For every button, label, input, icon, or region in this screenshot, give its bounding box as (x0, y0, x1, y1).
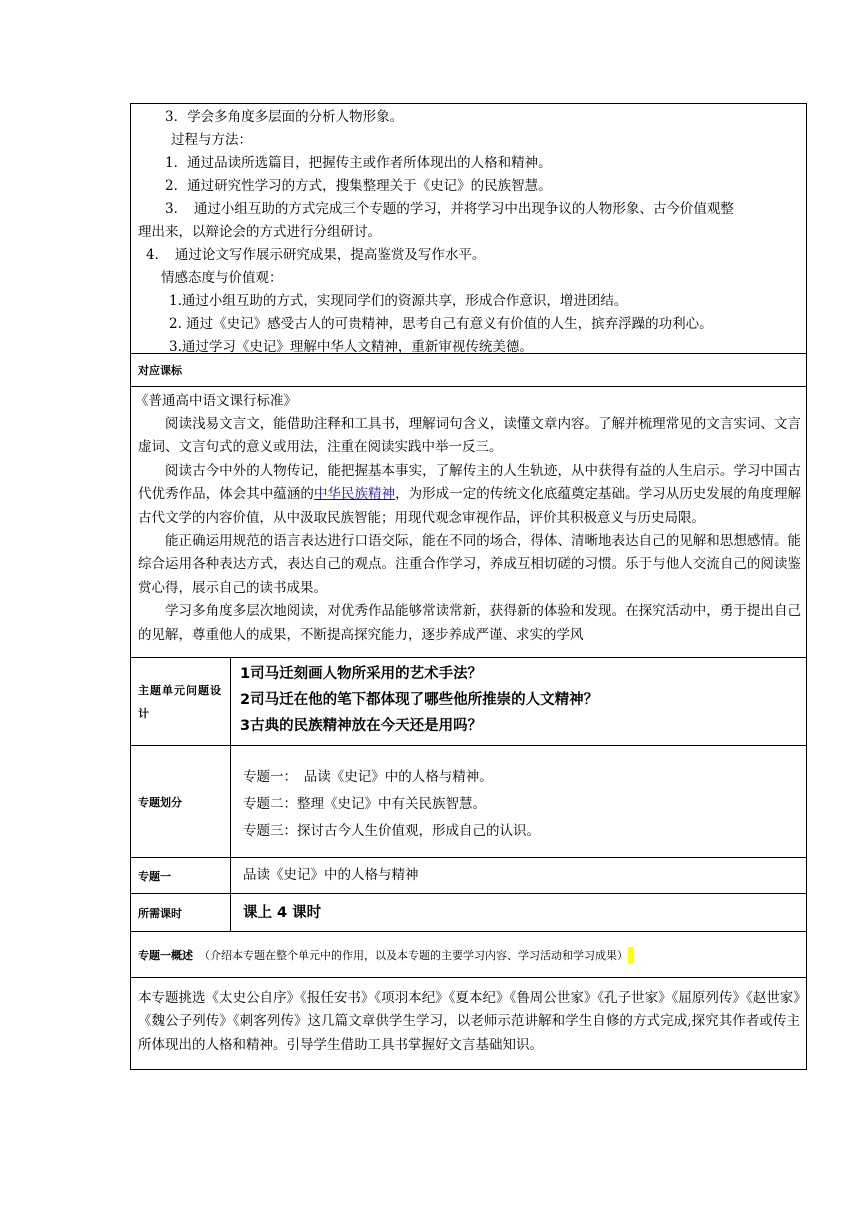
questions-row (131, 658, 806, 746)
standards-label: 对应课标 (138, 364, 182, 377)
question-1: 1司马迁刻画人物所采用的艺术手法？ (240, 666, 483, 682)
standards-paragraph-2-post: ，为形成一定的传统文化底蕴奠定基础。学习从历史发展的角度理解古代文学的内容价值，从中汲取民族智能；用现代观念审视作品，评价其积极意义与历史局限。 (138, 486, 801, 526)
topics-label: 专题划分 (138, 795, 182, 809)
objectives-section (131, 104, 806, 354)
topic-item-3: 专题三：探讨古今人生价值观，形成自己的认识。 (243, 823, 540, 839)
process-item-3: 3． 通过小组互助的方式完成三个专题的学习，并将学习中出现争议的人物形象、古今价值观整 (165, 201, 734, 217)
questions-label: 主题单元问题设计 (138, 683, 222, 720)
objective-line-3: 3．学会多角度多层面的分析人物形象。 (165, 109, 404, 125)
standards-label-row (131, 354, 806, 387)
overview-note: （介绍本专题在整个单元中的作用，以及本专题的主要学习内容、学习活动和学习成果） (199, 948, 628, 962)
standards-paragraph-1: 阅读浅易文言文，能借助注释和工具书，理解词句含义，读懂文章内容。了解并梳理常见的文言实词、文言虚词、文言句式的意义或用法，注重在阅读实践中举一反三。 (138, 416, 801, 456)
standards-body (131, 387, 806, 658)
process-item-4: 4． 通过论文写作展示研究成果，提高鉴赏及写作水平。 (146, 247, 486, 263)
topics-list (231, 746, 806, 857)
topic1-label: 专题一 (138, 869, 171, 883)
standards-paragraph-4: 学习多角度多层次地阅读，对优秀作品能够常读常新，获得新的体验和发现。在探究活动中，勇于提出自己的见解，尊重他人的成果，不断提高探究能力，逐步养成严谨、求实的学风 (138, 603, 801, 643)
question-2: 2司马迁在他的笔下都体现了哪些他所推崇的人文精神？ (240, 692, 599, 708)
hours-value: 课上 4 课时 (243, 904, 322, 921)
overview-text: 本专题挑选《太史公自序》《报任安书》《项羽本纪》《夏本纪》《鲁周公世家》《孔子世家》《屈原列传》《赵世家》《魏公子列传》《刺客列传》这几篇文章供学生学习，以老师示范讲解和学生自修的方式完成,探究其作者或传主所体现出的人格和精神。引导学生借助工具书掌握好文言基础知识。 (138, 990, 800, 1053)
emotion-item-3: 3.通过学习《史记》理解中华人文精神，重新审视传统美德。 (169, 339, 533, 355)
process-title: 过程与方法： (171, 132, 252, 148)
topic1-row (131, 858, 806, 894)
overview-body (131, 978, 806, 1070)
standards-title: 《普通高中语文课行标准》 (135, 393, 297, 409)
process-item-1: 1．通过品读所选篇目，把握传主或作者所体现出的人格和精神。 (165, 155, 552, 171)
process-item-2: 2．通过研究性学习的方式，搜集整理关于《史记》的民族智慧。 (165, 178, 552, 194)
standards-paragraph-2 (138, 460, 801, 530)
overview-label: 专题一概述 (138, 948, 193, 962)
highlight-marker (628, 947, 634, 963)
overview-label-row (131, 932, 806, 978)
standards-paragraph-3: 能正确运用规范的语言表达进行口语交际，能在不同的场合，得体、清晰地表达自己的见解和思想感情。能综合运用各种表达方式，表达自己的观点。注重合作学习，养成互相切磋的习惯。乐于与他人交流自己的阅读鉴赏心得，展示自己的读书成果。 (138, 533, 801, 596)
national-spirit-link[interactable]: 中华民族精神 (313, 486, 396, 503)
topic1-value: 品读《史记》中的人格与精神 (243, 867, 419, 883)
question-3: 3古典的民族精神放在今天还是用吗？ (240, 718, 483, 734)
topic-item-1: 专题一： 品读《史记》中的人格与精神。 (243, 769, 493, 785)
questions-list (231, 658, 806, 745)
emotion-item-2: 2. 通过《史记》感受古人的可贵精神，思考自己有意义有价值的人生，摈弃浮躁的功利心。 (169, 316, 713, 332)
lesson-plan-table (130, 103, 807, 1070)
emotion-title: 情感态度与价值观： (161, 270, 283, 286)
topic-item-2: 专题二：整理《史记》中有关民族智慧。 (243, 796, 486, 812)
emotion-item-1: 1.通过小组互助的方式，实现同学们的资源共享，形成合作意识，增进团结。 (169, 293, 628, 309)
standards-paragraph-2-pre: 阅读古今中外的人物传记，能把握基本事实，了解传主的人生轨迹，从中获得有益的人生启示。学习中国古代优秀作品，体会其中蕴涵的 (138, 462, 801, 503)
hours-label: 所需课时 (138, 906, 182, 920)
process-item-3-cont: 理出来，以辩论会的方式进行分组研讨。 (138, 224, 381, 240)
topics-row (131, 746, 806, 858)
hours-row (131, 894, 806, 932)
